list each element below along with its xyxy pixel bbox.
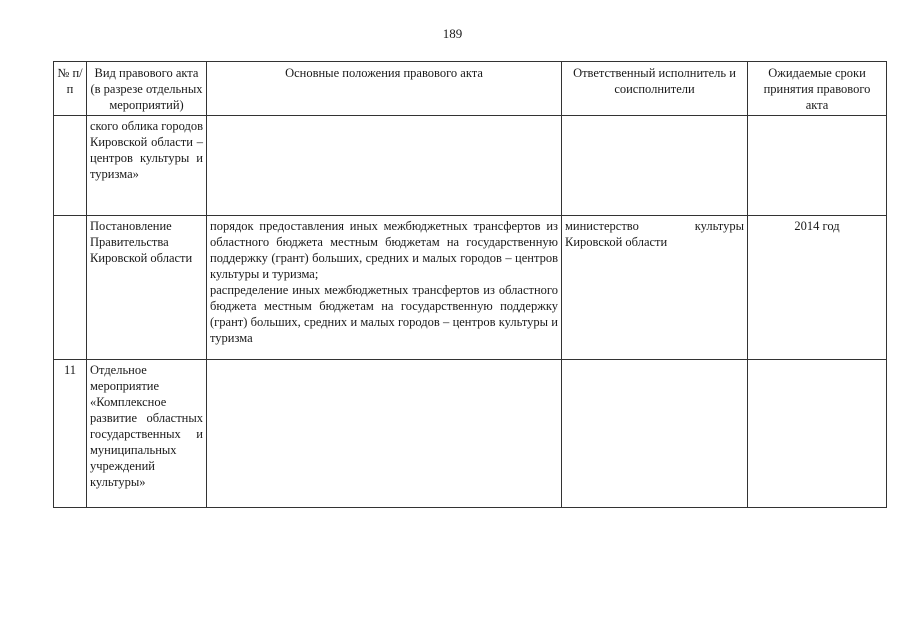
header-number: № п/п (54, 62, 87, 116)
page-number: 189 (442, 26, 463, 41)
row-expected-date (748, 116, 887, 216)
row-expected-date (748, 360, 887, 508)
row-responsible: министерство культуры Кировской области (562, 216, 748, 360)
row-expected-date: 2014 год (748, 216, 887, 360)
row-act-type: Отдельное мероприятие «Комплексное развитие областных государственных и муниципальных учреждений культуры» (87, 360, 207, 508)
row-responsible (562, 360, 748, 508)
table-header-row (54, 62, 887, 116)
row-number (54, 216, 87, 360)
table-row (54, 216, 887, 360)
row-act-type: Постановление Правительства Кировской области (87, 216, 207, 360)
row-number: 11 (54, 360, 87, 508)
header-expected-date: Ожидаемые сроки принятия правового акта (748, 62, 887, 116)
header-act-type: Вид правового акта (в разрезе отдельных мероприятий) (87, 62, 207, 116)
legal-acts-table (53, 61, 887, 508)
header-main-provisions: Основные положения правового акта (207, 62, 562, 116)
row-act-type: ского облика городов Кировской области – центров культуры и туризма» (87, 116, 207, 216)
table-row (54, 116, 887, 216)
provision-distribution: распределение иных межбюджетных трансфертов из областного бюджета местным бюджетам на государственную поддержку (грант) больших, средних и малых городов – центров культуры и туризма (210, 283, 558, 345)
table-row (54, 360, 887, 508)
row-main-provisions (207, 116, 562, 216)
row-main-provisions (207, 216, 562, 360)
row-responsible (562, 116, 748, 216)
row-number (54, 116, 87, 216)
header-responsible: Ответственный исполнитель и соисполнители (562, 62, 748, 116)
provision-procedure: порядок предоставления иных межбюджетных трансфертов из областного бюджета местным бюджетам на государственную поддержку (грант) больших, средних и малых городов – центров культуры и туризма; (210, 219, 558, 281)
row-main-provisions (207, 360, 562, 508)
